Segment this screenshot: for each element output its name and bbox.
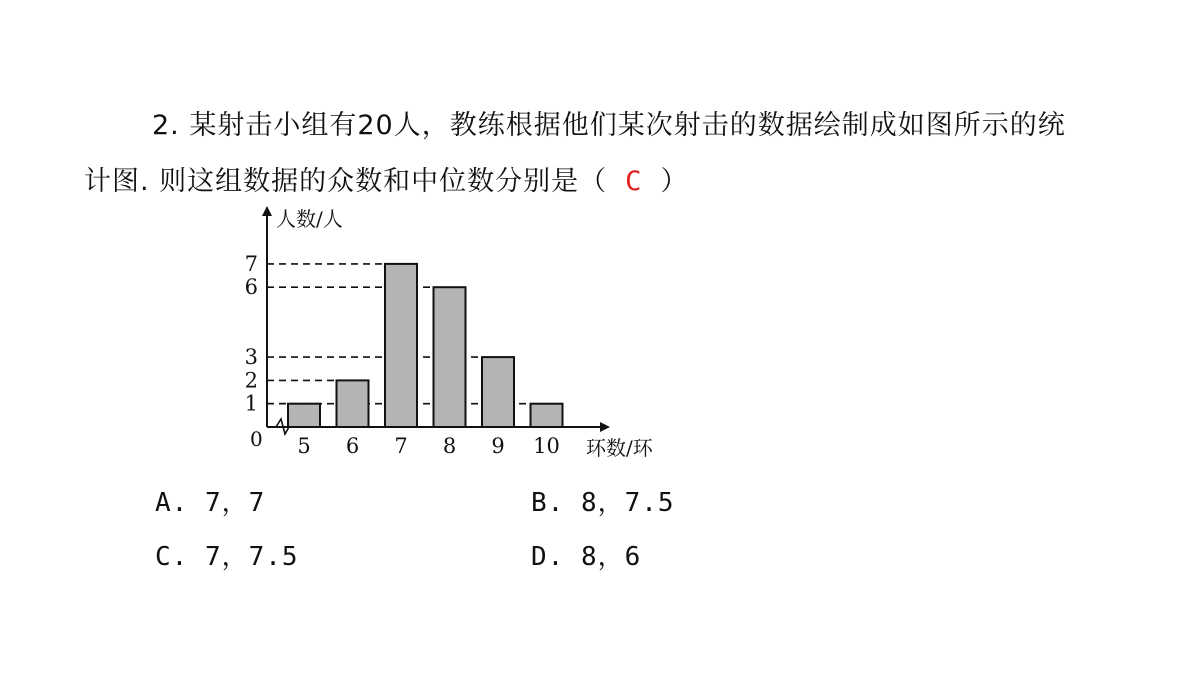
paren-close: ）: [660, 166, 689, 197]
x-tick-5: 5: [297, 434, 311, 458]
paren-open: （: [579, 166, 608, 197]
bar-6: [337, 380, 369, 427]
x-tick-6: 6: [345, 434, 360, 458]
question-line-2: 计图. 则这组数据的众数和中位数分别是: [84, 166, 580, 197]
y-tick-1: 1: [244, 391, 258, 416]
x-tick-10: 10: [533, 434, 560, 458]
question-text: [84, 98, 1154, 210]
y-axis-title: 人数/人: [276, 207, 343, 231]
option-c[interactable]: [155, 536, 299, 573]
bar-7: [385, 264, 417, 427]
x-axis-title: 环数/环: [586, 436, 653, 460]
question-line-1: 某射击小组有20人，教练根据他们某次射击的数据绘制成如图所示的统: [189, 110, 1066, 141]
bar-5: [288, 404, 320, 427]
x-tick-8: 8: [442, 434, 457, 458]
y-tick-3: 3: [244, 345, 258, 370]
option-b-letter: B.: [531, 488, 565, 518]
bar-9: [482, 357, 514, 427]
y-tick-7: 7: [244, 251, 258, 276]
y-tick-labels: [245, 252, 258, 416]
option-d[interactable]: [531, 536, 641, 573]
answer-letter: C: [625, 166, 643, 197]
question-number: 2.: [152, 110, 180, 141]
x-tick-labels: [297, 434, 560, 458]
option-a-letter: A.: [155, 488, 189, 518]
option-a-text: 7，7: [204, 488, 266, 518]
bar-chart: [238, 198, 688, 470]
option-b-text: 8，7.5: [580, 488, 675, 518]
option-b[interactable]: [531, 482, 675, 519]
option-a[interactable]: [155, 482, 265, 519]
origin-label: 0: [250, 427, 263, 451]
option-c-text: 7，7.5: [204, 542, 299, 572]
y-tick-2: 2: [244, 368, 258, 393]
x-tick-9: 9: [491, 434, 505, 458]
option-d-text: 8，6: [580, 542, 642, 572]
bars: [288, 264, 563, 427]
bar-10: [531, 404, 563, 427]
option-d-letter: D.: [531, 542, 565, 572]
option-c-letter: C.: [155, 542, 189, 572]
bar-8: [434, 287, 466, 427]
y-tick-6: 6: [244, 275, 258, 300]
x-tick-7: 7: [394, 434, 408, 458]
